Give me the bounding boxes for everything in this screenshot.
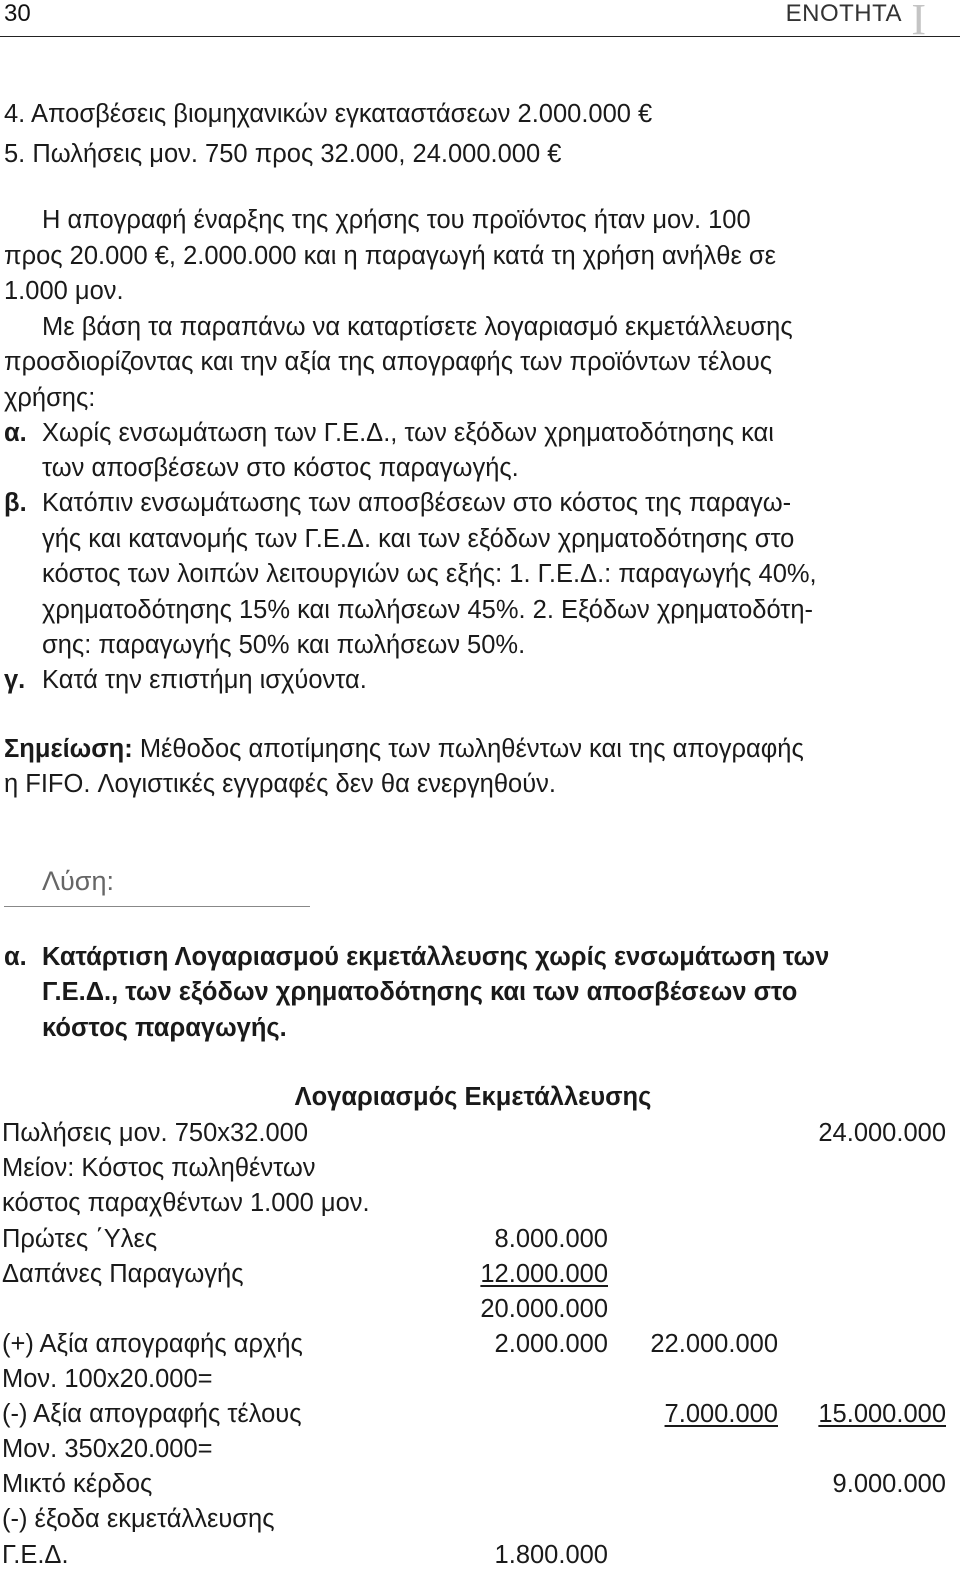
task-b-line: Κατόπιν ενσωμάτωσης των αποσβέσεων στο κόστος της παραγω- <box>42 489 792 517</box>
account-amount: 9.000.000 <box>832 1470 946 1498</box>
note-text: Μέθοδος αποτίμησης των πωληθέντων και της απογραφής <box>132 735 804 763</box>
solution-a-line: Κατάρτιση Λογαριασμού εκμετάλλευσης χωρίς ενσωμάτωση των <box>42 943 830 971</box>
task-line: Με βάση τα παραπάνω να καταρτίσετε λογαριασμό εκμετάλλευσης <box>42 313 793 341</box>
account-title: Λογαριασμός Εκμετάλλευσης <box>294 1083 652 1111</box>
solution-a-label: α. <box>4 943 27 971</box>
solution-divider <box>4 906 310 907</box>
problem-paragraph-line: 1.000 μον. <box>4 277 124 305</box>
solution-heading: Λύση: <box>42 866 114 896</box>
task-line: χρήσης: <box>4 384 96 412</box>
account-amount: 12.000.000 <box>480 1260 608 1288</box>
task-c-line: Κατά την επιστήμη ισχύοντα. <box>42 666 367 694</box>
note-line <box>4 732 804 766</box>
page-number: 30 <box>4 0 31 27</box>
chapter-title: ΕΝΟΤΗΤΑ <box>785 0 902 27</box>
note-label: Σημείωση: <box>4 735 133 763</box>
task-b-label: β. <box>4 489 27 517</box>
account-subtotal: 20.000.000 <box>480 1295 608 1323</box>
account-row-label: Μον. 350x20.000= <box>2 1435 213 1463</box>
account-row-label: Μον. 100x20.000= <box>2 1365 213 1393</box>
task-a-label: α. <box>4 419 27 447</box>
task-b-line: χρηματοδότησης 15% και πωλήσεων 45%. 2. Εξόδων χρηματοδότη- <box>42 596 814 624</box>
problem-item-4: 4. Αποσβέσεις βιομηχανικών εγκαταστάσεων 2.000.000 € <box>4 100 653 128</box>
solution-a-line: Γ.Ε.Δ., των εξόδων χρηματοδότησης και των αποσβέσεων στο <box>42 978 798 1006</box>
account-amount: 8.000.000 <box>494 1225 608 1253</box>
account-row-label: Μείον: Κόστος πωληθέντων <box>2 1154 316 1182</box>
account-row-label: (-) έξοδα εκμετάλλευσης <box>2 1505 275 1533</box>
task-c-label: γ. <box>4 666 26 694</box>
problem-paragraph-line: προς 20.000 €, 2.000.000 και η παραγωγή κατά τη χρήση ανήλθε σε <box>4 242 777 270</box>
page-header <box>0 0 960 44</box>
account-row-label: κόστος παραχθέντων 1.000 μον. <box>2 1189 370 1217</box>
account-amount: 7.000.000 <box>664 1400 778 1428</box>
task-b-line: σης: παραγωγής 50% και πωλήσεων 50%. <box>42 631 526 659</box>
account-row-label: Γ.Ε.Δ. <box>2 1541 69 1569</box>
account-amount: 22.000.000 <box>650 1330 778 1358</box>
problem-item-5: 5. Πωλήσεις μον. 750 προς 32.000, 24.000.000 € <box>4 140 562 168</box>
account-row-label: Πρώτες ΄Υλες <box>2 1225 158 1253</box>
task-b-line: κόστος των λοιπών λειτουργιών ως εξής: 1. Γ.Ε.Δ.: παραγωγής 40%, <box>42 560 817 588</box>
account-amount: 1.800.000 <box>494 1541 608 1569</box>
task-line: προσδιορίζοντας και την αξία της απογραφής των προϊόντων τέλους <box>4 348 773 376</box>
account-row-label: Πωλήσεις μον. 750x32.000 <box>2 1119 308 1147</box>
account-row-label: (-) Αξία απογραφής τέλους <box>2 1400 302 1428</box>
chapter-mark: I <box>911 0 926 44</box>
account-amount: 2.000.000 <box>494 1330 608 1358</box>
account-row-label: (+) Αξία απογραφής αρχής <box>2 1330 303 1358</box>
account-amount: 24.000.000 <box>818 1119 946 1147</box>
account-amount: 15.000.000 <box>818 1400 946 1428</box>
solution-a-line: κόστος παραγωγής. <box>42 1014 287 1042</box>
task-a-line: των αποσβέσεων στο κόστος παραγωγής. <box>42 454 519 482</box>
problem-paragraph-line: Η απογραφή έναρξης της χρήσης του προϊόντος ήταν μον. 100 <box>42 206 751 234</box>
task-a-line: Χωρίς ενσωμάτωση των Γ.Ε.Δ., των εξόδων χρηματοδότησης και <box>42 419 774 447</box>
note-line: η FIFO. Λογιστικές εγγραφές δεν θα ενεργηθούν. <box>4 770 556 798</box>
account-row-label: Μικτό κέρδος <box>2 1470 153 1498</box>
account-row-label: Δαπάνες Παραγωγής <box>2 1260 244 1288</box>
task-b-line: γής και κατανομής των Γ.Ε.Δ. και των εξόδων χρηματοδότησης στο <box>42 525 795 553</box>
